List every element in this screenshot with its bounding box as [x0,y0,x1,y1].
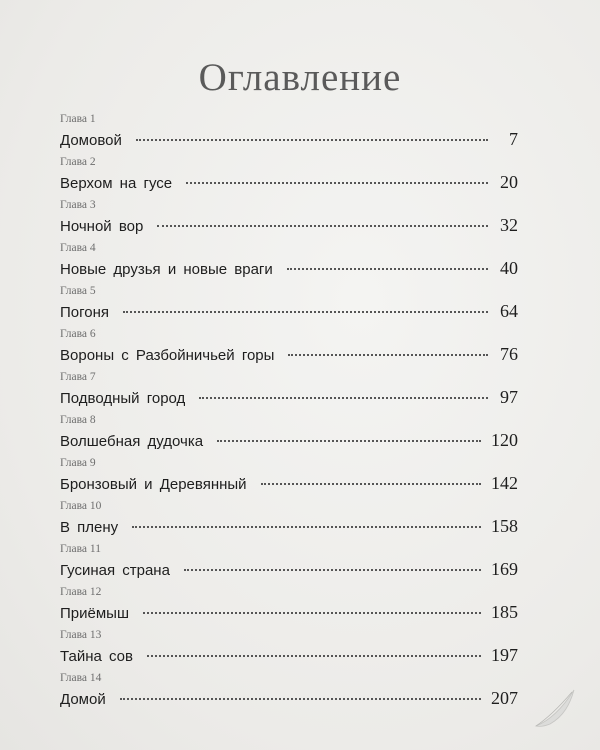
toc-entry[interactable] [60,241,518,284]
toc-entry[interactable] [60,370,518,413]
toc-line [60,213,518,237]
chapter-number: Глава 10 [60,500,102,512]
toc-line [60,471,518,495]
toc-entry[interactable] [60,284,518,327]
chapter-title: Бронзовый и Деревянный [60,476,247,493]
page-number: 185 [491,602,518,622]
dot-leader [143,612,481,614]
dot-leader [123,311,488,313]
toc-line [60,342,518,366]
chapter-title: Верхом на гусе [60,175,173,192]
chapter-number: Глава 7 [60,371,96,383]
page-number: 158 [491,516,518,536]
dot-leader [157,225,488,227]
toc-line [60,299,518,323]
dot-leader [261,483,481,485]
chapter-title: В плену [60,519,119,536]
chapter-number: Глава 12 [60,586,102,598]
page-number: 169 [491,559,518,579]
toc-line [60,557,518,581]
page-number: 20 [500,172,518,192]
page-number: 197 [491,645,518,665]
page-number: 97 [500,387,518,407]
chapter-title: Погоня [60,304,110,321]
dot-leader [288,354,488,356]
toc-entry[interactable] [60,198,518,241]
dot-leader [217,440,481,442]
toc-line [60,127,518,151]
chapter-number: Глава 5 [60,285,96,297]
chapter-title: Домовой [60,132,122,149]
chapter-title: Ночной вор [60,218,144,235]
table-of-contents [60,112,518,714]
page-number: 7 [509,129,518,149]
dot-leader [186,182,488,184]
toc-line [60,428,518,452]
toc-line [60,514,518,538]
chapter-number: Глава 14 [60,672,102,684]
chapter-title: Волшебная дудочка [60,433,204,450]
toc-entry[interactable] [60,155,518,198]
toc-entry[interactable] [60,542,518,585]
page-number: 120 [491,430,518,450]
feather-icon [530,682,580,732]
page-title: Оглавление [198,56,402,99]
page-number: 40 [500,258,518,278]
dot-leader [199,397,488,399]
toc-line [60,385,518,409]
toc-entry[interactable] [60,499,518,542]
dot-leader [136,139,488,141]
toc-entry[interactable] [60,628,518,671]
toc-line [60,170,518,194]
chapter-number: Глава 11 [60,543,101,555]
chapter-title: Новые друзья и новые враги [60,261,273,278]
toc-line [60,600,518,624]
chapter-title: Гусиная страна [60,562,170,579]
chapter-title: Домой [60,691,106,708]
toc-entry[interactable] [60,413,518,456]
chapter-number: Глава 3 [60,199,96,211]
chapter-number: Глава 6 [60,328,96,340]
chapter-title: Подводный город [60,390,186,407]
chapter-number: Глава 2 [60,156,96,168]
toc-line [60,643,518,667]
page-number: 76 [500,344,518,364]
dot-leader [132,526,481,528]
chapter-title: Приёмыш [60,605,129,622]
toc-entry[interactable] [60,456,518,499]
chapter-title: Вороны с Разбойничьей горы [60,347,275,364]
chapter-title: Тайна сов [60,648,133,665]
toc-entry[interactable] [60,671,518,714]
chapter-number: Глава 4 [60,242,96,254]
page-number: 32 [500,215,518,235]
dot-leader [120,698,481,700]
toc-line [60,256,518,280]
dot-leader [287,268,488,270]
toc-entry[interactable] [60,585,518,628]
page-number: 207 [491,688,518,708]
toc-entry[interactable] [60,327,518,370]
chapter-number: Глава 13 [60,629,102,641]
chapter-number: Глава 8 [60,414,96,426]
chapter-number: Глава 1 [60,113,96,125]
toc-entry[interactable] [60,112,518,155]
page-number: 64 [500,301,518,321]
dot-leader [147,655,481,657]
page-number: 142 [491,473,518,493]
chapter-number: Глава 9 [60,457,96,469]
toc-line [60,686,518,710]
dot-leader [184,569,481,571]
